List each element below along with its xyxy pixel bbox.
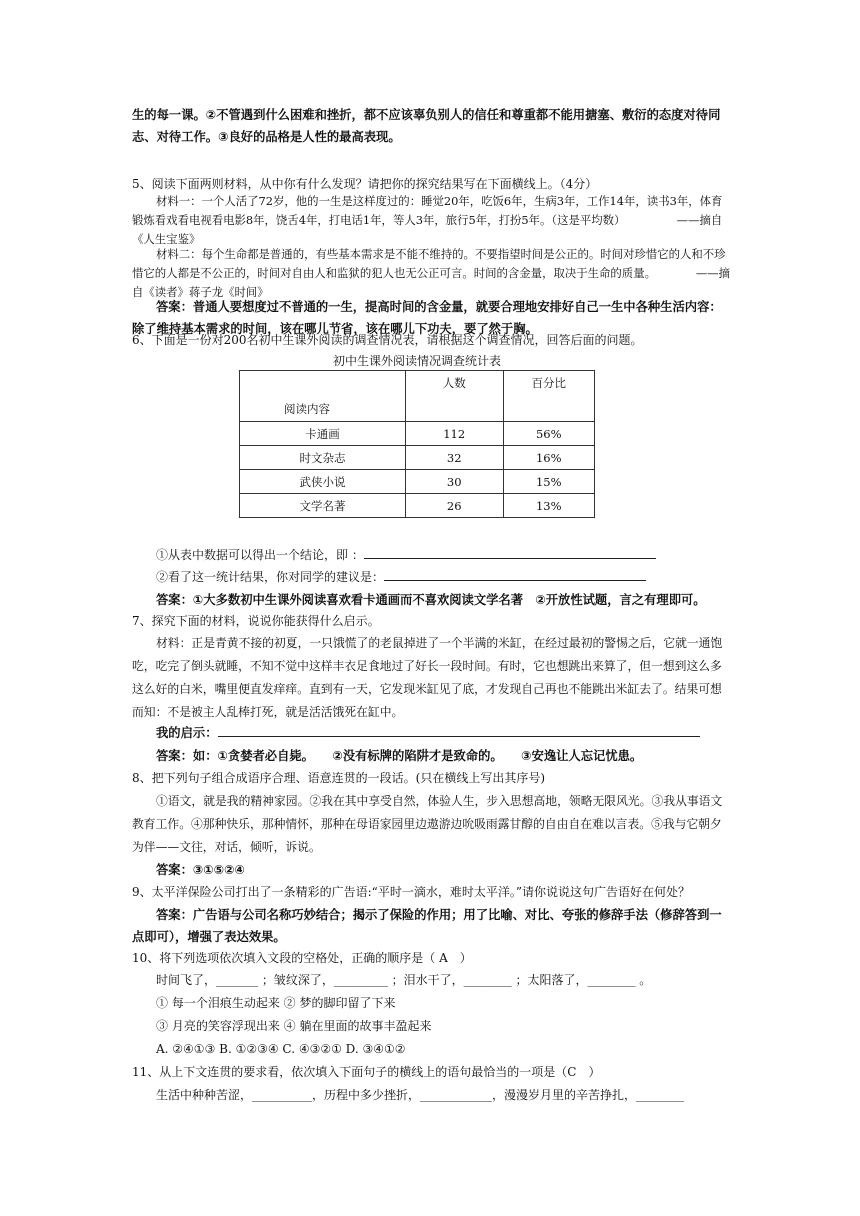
insight-blank[interactable]: [218, 724, 700, 737]
cell-count: 26: [405, 494, 503, 518]
cell-content: 武侠小说: [240, 470, 406, 494]
q7-answer: 答案：如：①贪婪者必自毙。 ②没有标牌的陷阱才是致命的。 ③安逸让人忘记忧患。: [156, 749, 643, 763]
cell-content: 时文杂志: [240, 446, 406, 470]
q5-material-1: 材料一：一个人活了72岁，他的一生是这样度过的：睡觉20年，吃饭6年，生病3年，工作14年，读书3年，体育锻炼看戏看电视看电影8年，饶舌4年，打电话1年，等人3年，旅行5年，打扮5年。（这是平均数） ——摘自《人生宝鉴》: [132, 194, 723, 246]
table-row: [240, 446, 595, 470]
q9-answer: 答案：广告语与公司名称巧妙结合；揭示了保险的作用；用了比喻、对比、夸张的修辞手法（修辞答到一点即可），增强了表达效果。: [132, 908, 722, 944]
survey-table: [239, 370, 595, 518]
table-row: [240, 422, 595, 446]
q5-material-2: 材料二：每个生命都是普通的，有些基本需求是不能不维持的。不要指望时间是公正的。时间对珍惜它的人和不珍惜它的人都是不公正的，时间对自由人和监狱的犯人也无公正可言。时间的含金量，取决于生命的质量。 ——摘自《读者》蒋子龙《时间》: [132, 247, 731, 299]
q10-choices: A. ②④①③ B. ①②③④ C. ④③②① D. ③④①②: [156, 1042, 406, 1056]
answer-blank-1[interactable]: [364, 546, 656, 559]
cell-count: 112: [405, 422, 503, 446]
cell-content: 文学名著: [240, 494, 406, 518]
q10-options-1: ① 每一个泪痕生动起来 ② 梦的脚印留了下来: [156, 996, 396, 1010]
q10-question: 10、将下列选项依次填入文段的空格处，正确的顺序是（ A ）: [132, 951, 472, 965]
table-header-row: [240, 371, 595, 422]
q8-question: 8、把下列句子组合成语序合理、语意连贯的一段话。(只在横线上写出其序号): [132, 771, 546, 785]
table-row: [240, 470, 595, 494]
q6-answer: 答案：①大多数初中生课外阅读喜欢看卡通画而不喜欢阅读文学名著 ②开放性试题，言之有理即可。: [156, 593, 706, 607]
cell-percent: 16%: [503, 446, 595, 470]
q7-question: 7、探究下面的材料，说说你能获得什么启示。: [132, 614, 380, 628]
answer-blank-2[interactable]: [384, 568, 646, 581]
q7-insight-label: 我的启示：: [156, 726, 218, 740]
q8-material: ①语文，就是我的精神家园。②我在其中享受自然，体验人生，步入思想高地，领略无限风光。③我从事语文教育工作。④那种快乐，那种情怀，那种在母语家园里边遨游边吮吸雨露甘醇的自由自在难以言表。⑤我与它朝夕为伴——文往，对话，倾听，诉说。: [132, 794, 723, 854]
q6-sub1: [132, 544, 732, 566]
q10-passage: 时间飞了，_______ ；皱纹深了，_________ ；泪水干了，________ ；太阳落了，________ 。: [156, 973, 652, 987]
top-paragraph: 生的每一课。②不管遇到什么困难和挫折，都不应该辜负别人的信任和尊重都不能用搪塞、敷衍的态度对待同志、对待工作。③良好的品格是人性的最高表现。: [132, 108, 721, 144]
cell-count: 32: [405, 446, 503, 470]
header-count: 人数: [405, 371, 503, 422]
cell-percent: 15%: [503, 470, 595, 494]
q7-material: 材料：正是青黄不接的初夏，一只饿慌了的老鼠掉进了一个半满的米缸，在经过最初的警惕之后，它就一通饱吃，吃完了倒头就睡，不知不觉中这样丰衣足食地过了好长一段时间。有时，它也想跳出来算了，但一想到这么多这么好的白米，嘴里便直发痒痒。直到有一天，它发现米缸见了底，才发现自己再也不能跳出米缸去了。结果可想而知：不是被主人乱棒打死，就是活活饿死在缸中。: [132, 636, 723, 719]
header-percent: 百分比: [503, 371, 595, 422]
q9-question: 9、太平洋保险公司打出了一条精彩的广告语:“平时一滴水，难时太平洋。”请你说说这句广告语好在何处？: [132, 885, 690, 899]
table-row: [240, 494, 595, 518]
table-title: 初中生课外阅读情况调查统计表: [332, 354, 501, 368]
q6-sub2-text: ②看了这一统计结果，你对同学的建议是：: [156, 570, 385, 584]
q7-insight: [132, 722, 732, 744]
q6-sub2: [132, 566, 732, 588]
cell-percent: 13%: [503, 494, 595, 518]
q6-question: 6、下面是一份对200名初中生课外阅读的调查情况表，请根据这个调查情况，回答后面的问题。: [132, 333, 643, 347]
q10-options-2: ③ 月亮的笑容浮现出来 ④ 躺在里面的故事丰盈起来: [156, 1019, 432, 1033]
q11-question: 11、从上下文连贯的要求看，依次填入下面句子的横线上的语句最恰当的一项是（C ）: [132, 1065, 601, 1079]
header-content: 阅读内容: [240, 371, 406, 422]
cell-percent: 56%: [503, 422, 595, 446]
q8-answer: 答案：③①⑤②④: [156, 863, 245, 877]
q5-answer: 答案：普通人要想度过不普通的一生，提高时间的含金量，就要合理地安排好自己一生中各种生活内容：除了维持基本需求的时间，该在哪儿节省，该在哪儿下功夫，要了然于胸。: [132, 300, 722, 336]
cell-content: 卡通画: [240, 422, 406, 446]
q11-passage: 生活中种种苦涩，__________，历程中多少挫折，____________，漫漫岁月里的辛苦挣扎，________: [156, 1088, 685, 1102]
q6-sub1-text: ①从表中数据可以得出一个结论，即 ：: [156, 548, 364, 562]
cell-count: 30: [405, 470, 503, 494]
q5-question: 5、阅读下面两则材料，从中你有什么发现？请把你的探究结果写在下面横线上。（4分）: [132, 177, 598, 191]
